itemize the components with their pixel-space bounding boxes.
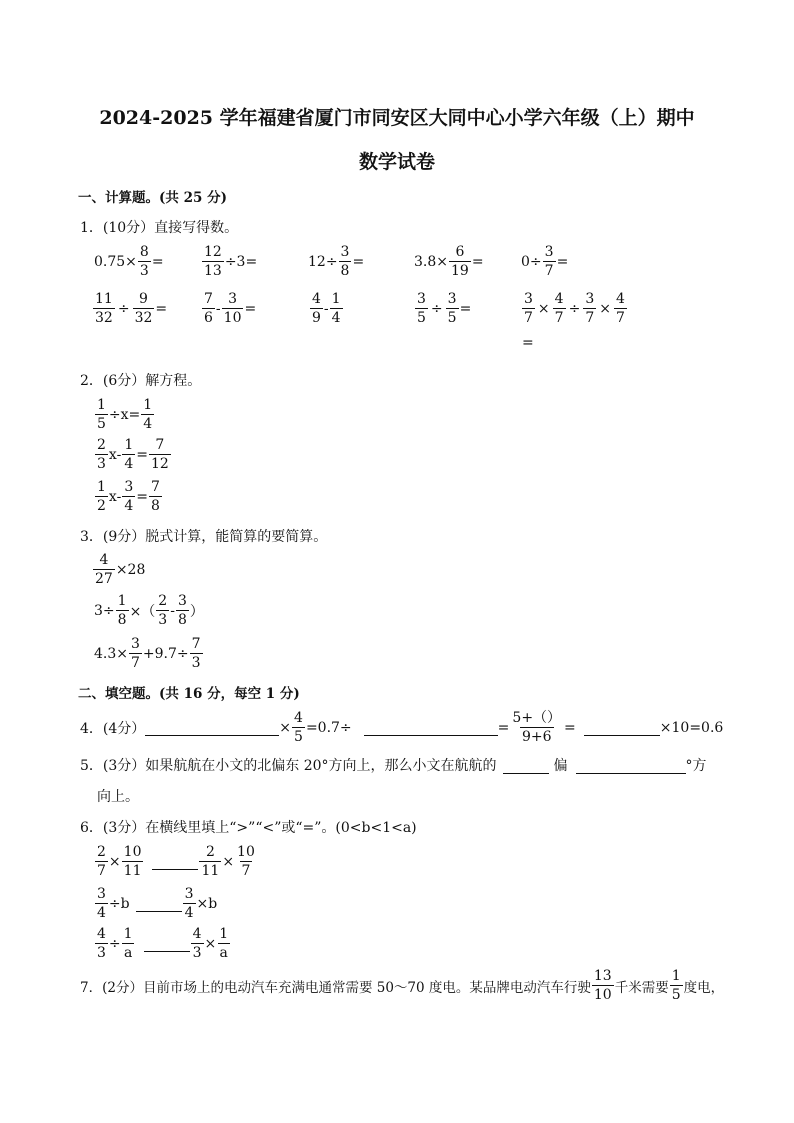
fraction: $\frac{10}{7}$	[237, 844, 255, 879]
q3e2-tail: ）	[189, 603, 204, 620]
q1-item-a	[94, 245, 164, 278]
q4-mid: =0.7÷	[305, 719, 352, 736]
q6-compare-1	[94, 845, 258, 878]
q1-item-j-equals: =	[522, 335, 534, 351]
section1-heading: 一、计算题。(共 25 分)	[78, 190, 227, 206]
fraction: $\frac{11}{32}$	[95, 291, 113, 326]
q1b-suffix: ÷3=	[224, 253, 258, 270]
q5-text: 5．(3分）如果航航在小文的北偏东 20°方向上，那么小文在航航的	[80, 758, 497, 774]
q3e3-mid: +9.7÷	[142, 645, 189, 662]
fraction: 3 8	[177, 593, 187, 628]
operator: ÷	[430, 300, 443, 317]
fraction: 1 5	[671, 968, 681, 1003]
q1-item-d	[414, 245, 484, 278]
exam-title-line2: 数学试卷	[358, 151, 435, 173]
fraction: $\frac{4}{7}$	[615, 291, 625, 326]
fraction: $\frac{3}{4}$	[184, 886, 194, 921]
operator: -	[170, 602, 175, 619]
q1d-prefix: 3.8×	[414, 253, 448, 270]
q6-compare-2	[94, 887, 217, 920]
fraction: $\frac{1}{4}$	[143, 397, 153, 432]
q5-blank-2[interactable]	[576, 757, 686, 774]
q1-label: 1．(10分）直接写得数。	[80, 220, 239, 236]
q6-blank-2[interactable]	[136, 895, 182, 912]
q1-item-j	[521, 292, 628, 325]
q1a-prefix: 0.75×	[94, 253, 137, 270]
q4-blank-2[interactable]	[364, 719, 498, 736]
q1c-prefix: 12÷	[308, 253, 338, 270]
fraction: 2 3	[158, 593, 168, 628]
fraction: $\frac{10}{11}$	[123, 844, 142, 879]
q3-expression-2	[94, 594, 204, 627]
q6c2-op2: ×b	[196, 895, 218, 912]
q4-label: 4．(4分）	[80, 720, 146, 737]
fraction: $\frac{3}{5}$	[447, 291, 457, 326]
q1-item-i	[414, 292, 471, 325]
fraction: $\frac{3}{4}$	[97, 886, 106, 921]
fraction: $\frac{4}{5}$	[294, 710, 303, 745]
fraction: $\frac{5+()}{9+6}$	[512, 710, 562, 745]
fraction: 7 6	[204, 291, 213, 326]
equals: =	[155, 300, 168, 317]
fraction: $\frac{2}{11}$	[201, 844, 220, 879]
fraction: $\frac{4}{7}$	[554, 291, 564, 326]
fraction: $\frac{3}{7}$	[131, 636, 140, 671]
fraction: $\frac{4}{3}$	[192, 926, 202, 961]
q3e2-mid: ×（	[129, 603, 156, 620]
q2-equation-1	[94, 398, 155, 431]
q7-text-2: 千米需要	[614, 979, 669, 996]
q1a-suffix: =	[151, 253, 164, 270]
q1-item-e	[521, 245, 568, 278]
q6-compare-3	[94, 927, 231, 960]
q2-label: 2．(6分）解方程。	[80, 373, 202, 389]
q3e2-head: 3÷	[94, 602, 115, 619]
q2e1-mid: ÷x=	[108, 406, 141, 423]
fraction: $\frac{7}{8}$	[150, 479, 160, 514]
operator: ×	[204, 935, 217, 952]
operator: ÷	[117, 300, 130, 317]
fraction: $\frac{3}{4}$	[124, 479, 134, 514]
fraction: $\frac{1}{a}$	[219, 926, 229, 961]
operator: ÷	[108, 935, 121, 952]
fraction: $\frac{8}{3}$	[139, 244, 149, 279]
fraction: $\frac{3}{5}$	[417, 291, 426, 326]
equals: =	[459, 300, 472, 317]
q2-equation-3	[94, 480, 163, 513]
q6-blank-3[interactable]	[144, 935, 190, 952]
q1-item-b	[201, 245, 257, 278]
q6-label: 6．(3分）在横线里填上“>”“<”或“=”。(0<b<1<a)	[80, 820, 417, 836]
q1e-prefix: 0÷	[521, 253, 542, 270]
equals: =	[497, 719, 510, 736]
fraction: 2 3	[97, 437, 106, 472]
fraction: $\frac{3}{7}$	[544, 244, 554, 279]
q4-line	[80, 711, 723, 744]
q2e3-mid: x-	[108, 488, 122, 505]
q4-blank-1[interactable]	[145, 719, 279, 736]
q1e-suffix: =	[556, 253, 569, 270]
fraction: 1 4	[331, 291, 341, 326]
q3-label: 3．(9分）脱式计算，能简算的要简算。	[80, 529, 328, 545]
operator: ×	[222, 853, 235, 870]
fraction: $\frac{12}{13}$	[204, 244, 222, 279]
q3e3-head: 4.3×	[94, 645, 128, 662]
q4-blank-3[interactable]	[584, 719, 660, 736]
fraction: $\frac{3}{10}$	[223, 291, 242, 326]
fraction: $\frac{4}{27}$	[95, 552, 113, 587]
fraction: 4 9	[312, 291, 321, 326]
operator: -	[215, 300, 221, 317]
fraction: $\frac{6}{19}$	[451, 244, 469, 279]
q4-tail: ×10=0.6	[659, 719, 724, 736]
q5-blank-1[interactable]	[503, 757, 549, 774]
q5-degree: °方	[685, 758, 707, 774]
q3e1-tail: ×28	[115, 561, 146, 578]
fraction: $\frac{7}{12}$	[150, 437, 169, 472]
fraction: $\frac{7}{3}$	[191, 636, 201, 671]
operator: ×	[599, 300, 611, 317]
q3-expression-1	[92, 553, 145, 586]
q2-equation-2	[94, 438, 172, 471]
operator: ×	[537, 300, 550, 317]
operator: ×	[279, 719, 292, 736]
fraction: $\frac{4}{3}$	[97, 926, 106, 961]
fraction: $\frac{3}{7}$	[524, 291, 533, 326]
equals: =	[136, 488, 148, 505]
fraction: $\frac{2}{7}$	[97, 844, 106, 879]
equals: =	[136, 446, 148, 463]
fraction: $\frac{9}{32}$	[134, 291, 153, 326]
q2e2-mid: x-	[108, 446, 122, 463]
q6-blank-1[interactable]	[152, 853, 198, 870]
q1-item-h	[309, 292, 344, 325]
q1d-suffix: =	[471, 253, 484, 270]
q5-continuation: 向上。	[97, 789, 139, 805]
fraction: 1 2	[97, 479, 106, 514]
fraction: $\frac{1}{5}$	[97, 397, 106, 432]
equals: =	[564, 719, 576, 736]
fraction: $\frac{1}{4}$	[124, 437, 134, 472]
q5-line	[80, 755, 707, 775]
q7-text: 7．(2分）目前市场上的电动汽车充满电通常需要 50～70 度电。某品牌电动汽车行驶	[80, 979, 591, 996]
fraction: $\frac{3}{8}$	[340, 244, 350, 279]
section2-heading: 二、填空题。(共 16 分，每空 1 分)	[78, 686, 300, 702]
exam-title-line1: 2024-2025 学年福建省厦门市同安区大同中心小学六年级（上）期中	[99, 107, 695, 129]
q7-text-3: 度电，	[683, 979, 725, 996]
q1-item-g	[201, 292, 256, 325]
q1-item-c	[308, 245, 364, 278]
q7-line	[80, 969, 724, 1002]
fraction: $\frac{1}{a}$	[123, 926, 133, 961]
fraction: 13 10	[593, 968, 612, 1003]
fraction: $\frac{1}{8}$	[117, 593, 127, 628]
equals: =	[244, 300, 257, 317]
fraction: $\frac{3}{7}$	[585, 291, 595, 326]
q3-expression-3	[94, 637, 204, 670]
operator: ×	[108, 853, 121, 870]
q1-item-f	[92, 292, 167, 325]
q5-mid: 偏	[553, 758, 568, 774]
operator: ÷	[568, 300, 581, 317]
q1c-suffix: =	[352, 253, 365, 270]
operator: -	[323, 300, 329, 317]
q6c2-op1: ÷b	[108, 895, 130, 912]
